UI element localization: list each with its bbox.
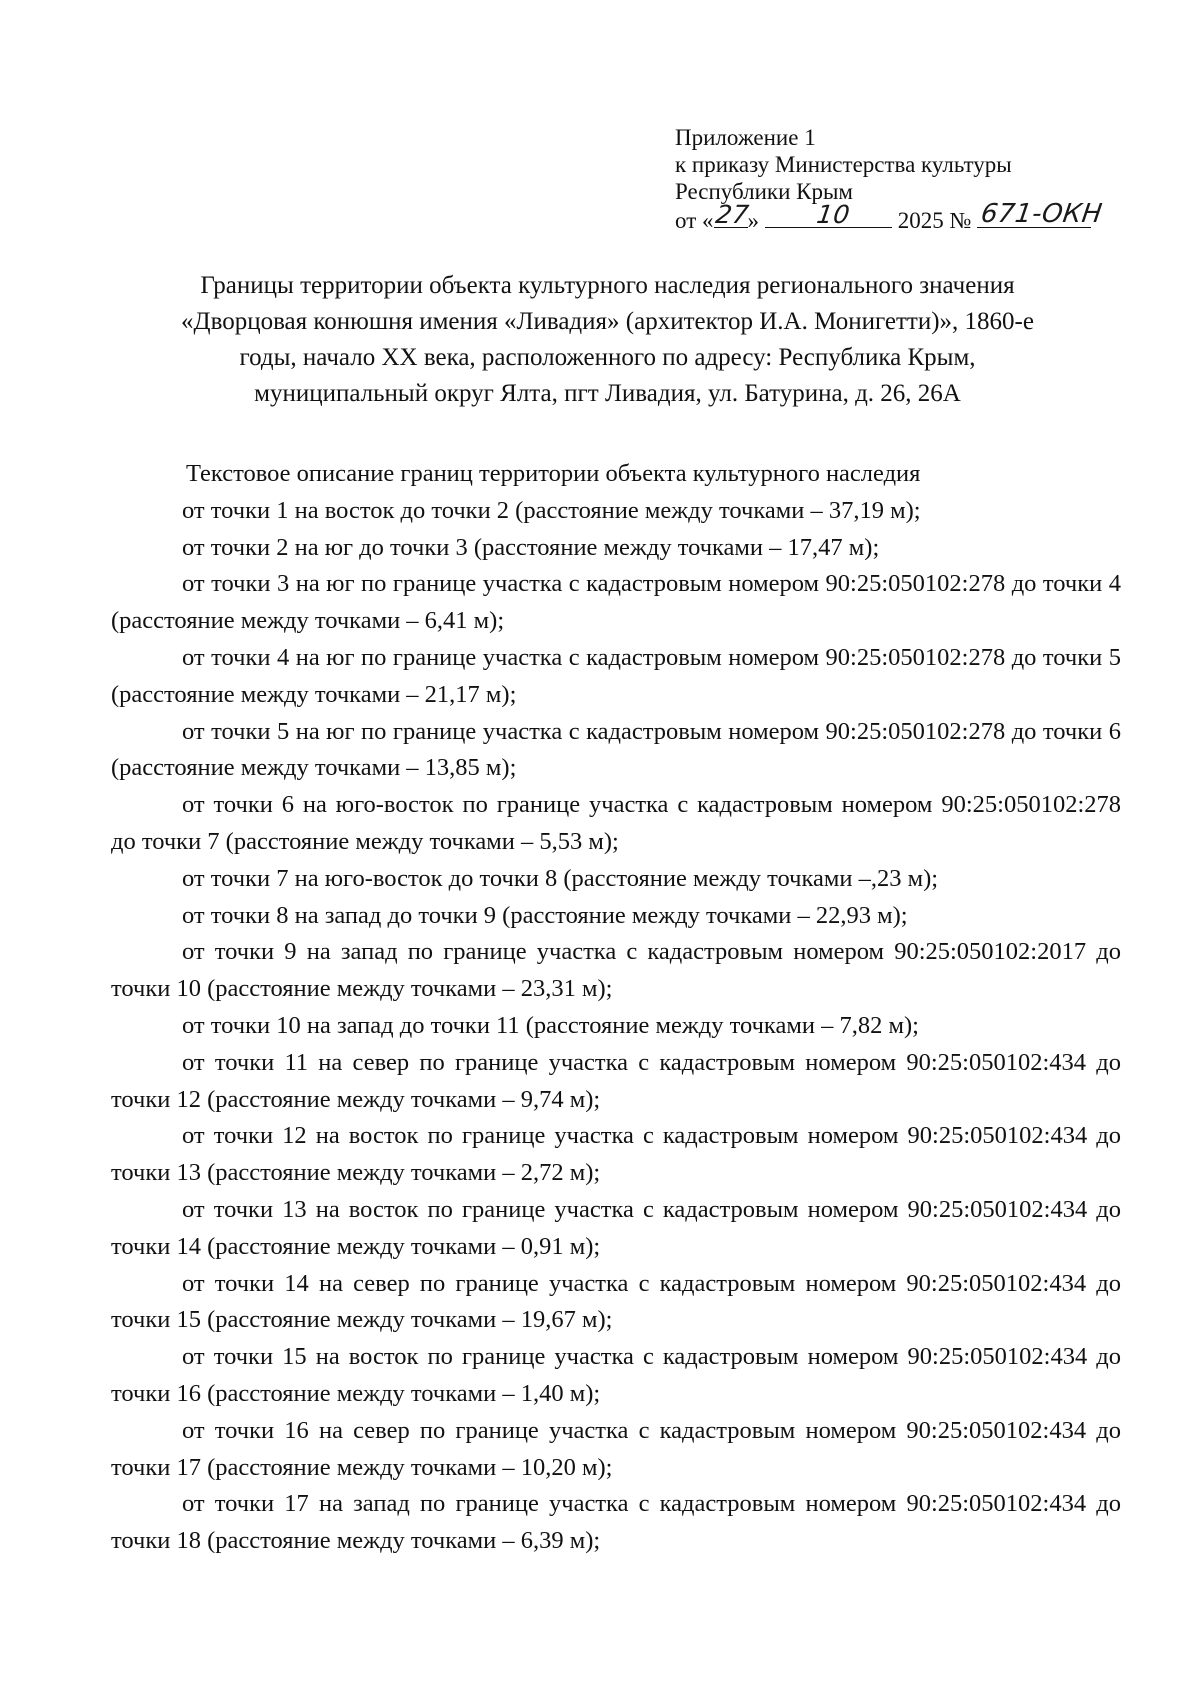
order-number-field bbox=[977, 199, 1105, 229]
boundary-paragraph: от точки 10 на запад до точки 11 (расстояние между точками – 7,82 м); bbox=[182, 1011, 919, 1039]
boundary-paragraph: от точки 6 на юго-восток по границе участка с кадастровым номером 90:25:050102:278 до точки 7 (расстояние между точками – 5,53 м); bbox=[111, 791, 1121, 855]
date-mid: » bbox=[747, 208, 759, 233]
appendix-order-ref: к приказу Министерства культуры bbox=[675, 152, 1012, 177]
date-day-field bbox=[713, 200, 751, 229]
boundary-paragraph: от точки 17 на запад по границе участка с кадастровым номером 90:25:050102:434 до точки 18 (расстояние между точками – 6,39 м); bbox=[111, 1490, 1121, 1555]
date-year: 2025 № bbox=[897, 208, 972, 233]
boundary-paragraph: от точки 11 на север по границе участка с кадастровым номером 90:25:050102:434 до точки 12 (расстояние между точками – 9,74 м); bbox=[111, 1048, 1121, 1113]
boundary-paragraph: от точки 2 на юг до точки 3 (расстояние между точками – 17,47 м); bbox=[182, 533, 880, 561]
boundary-paragraph: от точки 7 на юго-восток до точки 8 (расстояние между точками –,23 м); bbox=[182, 864, 939, 892]
date-prefix: от « bbox=[675, 208, 714, 233]
date-month-handwritten: 10 bbox=[814, 200, 852, 229]
appendix-date-line bbox=[675, 199, 1105, 234]
boundary-paragraph: от точки 8 на запад до точки 9 (расстояние между точками – 22,93 м); bbox=[182, 901, 908, 929]
boundary-paragraph: от точки 1 на восток до точки 2 (расстояние между точками – 37,19 м); bbox=[182, 496, 921, 524]
boundary-paragraph: от точки 16 на север по границе участка с кадастровым номером 90:25:050102:434 до точки 17 (расстояние между точками – 10,20 м); bbox=[111, 1416, 1121, 1481]
appendix-block bbox=[675, 124, 1105, 234]
boundary-paragraph: от точки 12 на восток по границе участка с кадастровым номером 90:25:050102:434 до точки 13 (расстояние между точками – 2,72 м); bbox=[111, 1122, 1121, 1187]
section-heading: Текстовое описание границ территории объекта культурного наследия bbox=[186, 460, 921, 487]
date-day-handwritten: 27 bbox=[713, 200, 751, 229]
boundary-paragraph: от точки 5 на юг по границе участка с кадастровым номером 90:25:050102:278 до точки 6 (расстояние между точками – 13,85 м); bbox=[111, 717, 1121, 782]
boundary-paragraph: от точки 4 на юг по границе участка с кадастровым номером 90:25:050102:278 до точки 5 (расстояние между точками – 21,17 м); bbox=[111, 643, 1121, 708]
title-line-2: «Дворцовая конюшня имения «Ливадия» (архитектор И.А. Монигетти)», 1860-е bbox=[181, 308, 1034, 335]
order-number-handwritten: 671-ОКН bbox=[979, 199, 1105, 229]
title-line-4: муниципальный округ Ялта, пгт Ливадия, ул. Батурина, д. 26, 26А bbox=[254, 380, 961, 407]
boundary-paragraph: от точки 3 на юг по границе участка с кадастровым номером 90:25:050102:278 до точки 4 (расстояние между точками – 6,41 м); bbox=[111, 570, 1121, 635]
boundary-paragraph: от точки 13 на восток по границе участка с кадастровым номером 90:25:050102:434 до точки 14 (расстояние между точками – 0,91 м); bbox=[111, 1195, 1121, 1260]
boundary-paragraph: от точки 14 на север по границе участка с кадастровым номером 90:25:050102:434 до точки 15 (расстояние между точками – 19,67 м); bbox=[111, 1269, 1121, 1334]
title-line-3: годы, начало XX века, расположенного по адресу: Республика Крым, bbox=[239, 344, 976, 371]
boundary-paragraph: от точки 9 на запад по границе участка с кадастровым номером 90:25:050102:2017 до точки 10 (расстояние между точками – 23,31 м); bbox=[111, 938, 1121, 1003]
boundary-paragraph: от точки 15 на восток по границе участка с кадастровым номером 90:25:050102:434 до точки 16 (расстояние между точками – 1,40 м); bbox=[111, 1343, 1121, 1407]
document-title bbox=[100, 268, 1115, 412]
document-body bbox=[111, 456, 1121, 1560]
appendix-republic: Республики Крым bbox=[675, 179, 853, 204]
appendix-title: Приложение 1 bbox=[675, 125, 816, 150]
date-month-field bbox=[765, 200, 892, 229]
title-line-1: Границы территории объекта культурного наследия регионального значения bbox=[200, 272, 1015, 299]
